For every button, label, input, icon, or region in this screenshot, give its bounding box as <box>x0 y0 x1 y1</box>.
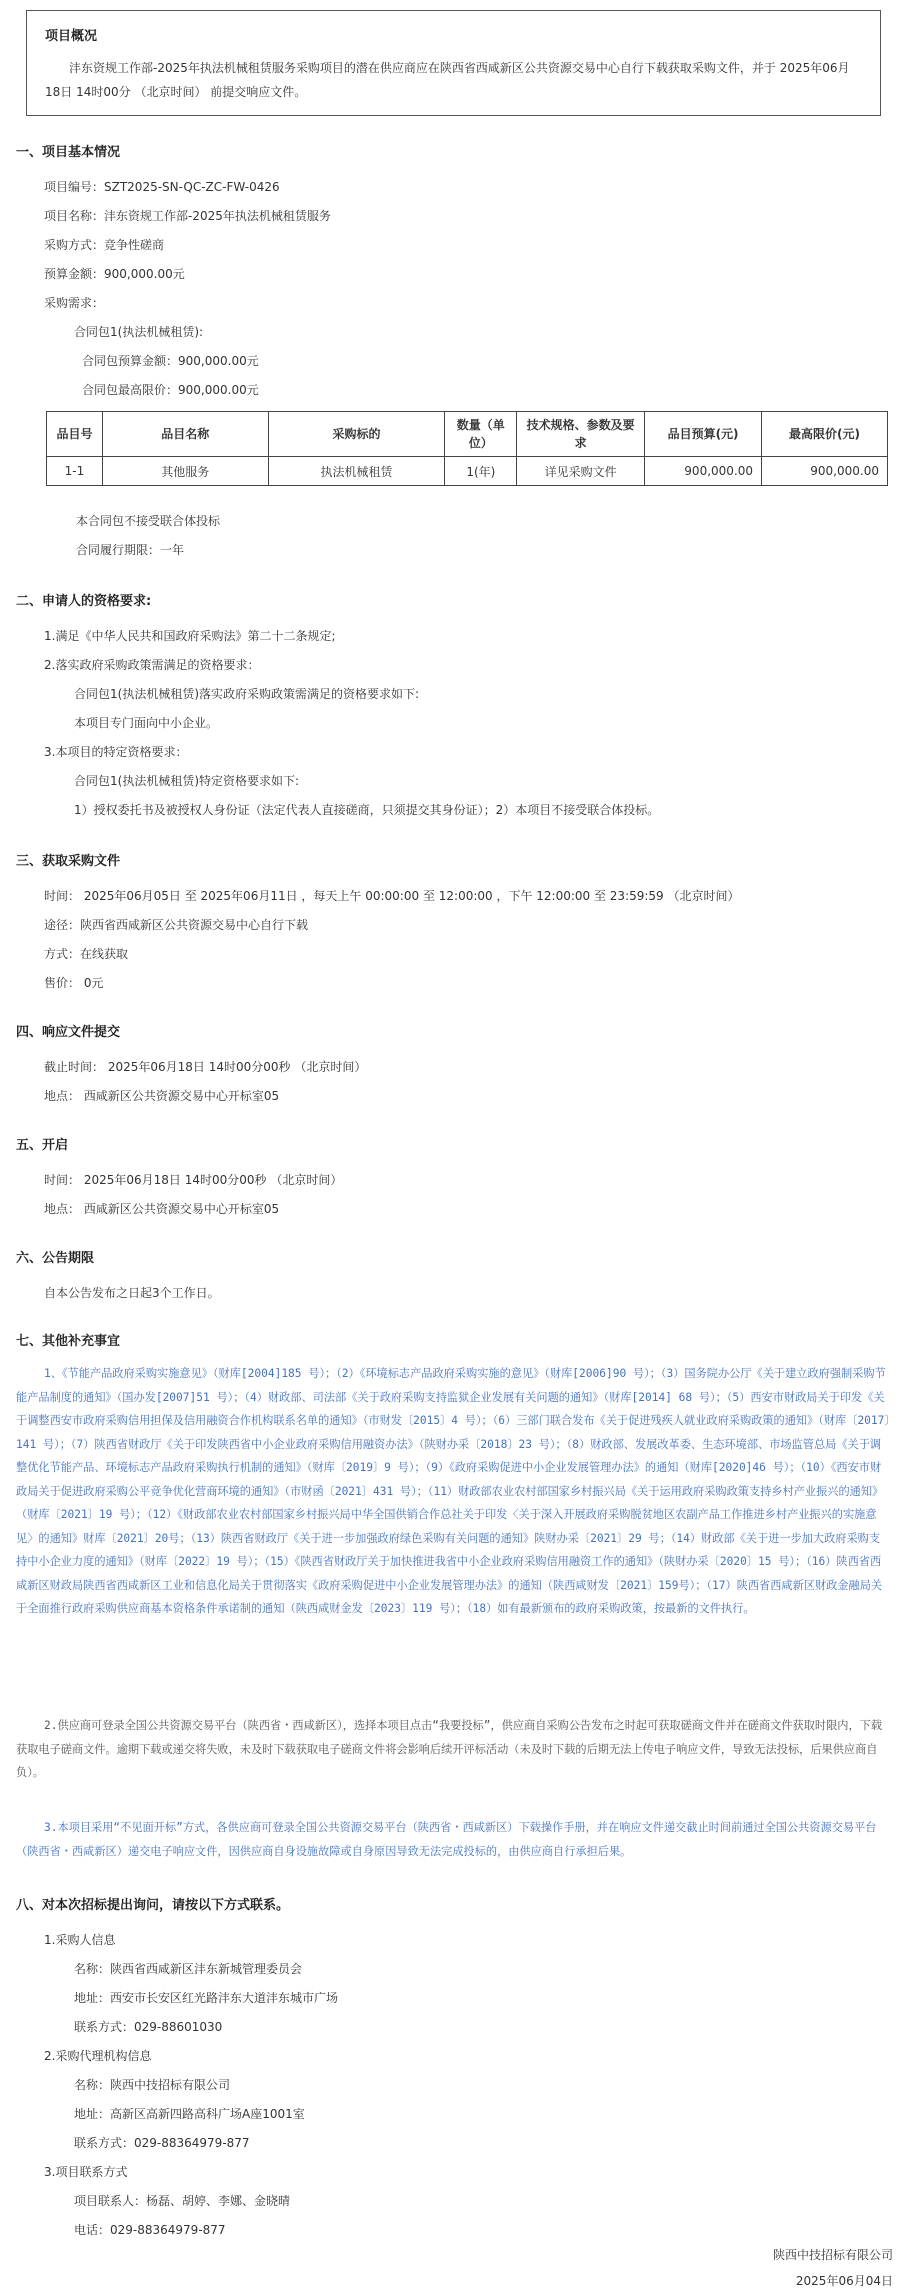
qualification-3-detail: 1）授权委托书及被授权人身份证（法定代表人直接磋商，只须提交其身份证）；2）本项目不接受联合体投标。 <box>74 803 660 817</box>
section-7-title: 七、其他补充事宜 <box>16 1334 121 1349</box>
section-3-title: 三、获取采购文件 <box>16 854 121 869</box>
overview-text: 沣东资规工作部-2025年执法机械租赁服务采购项目的潜在供应商应在陕西省西咸新区公共资源交易中心自行下载获取采购文件，并于 2025年06月18日 14时00分 （北京时间） 前提交响应文件。 <box>45 61 850 99</box>
section-5-title: 五、开启 <box>16 1138 69 1153</box>
header-max-price: 最高限价(元) <box>762 412 888 457</box>
no-consortium: 本合同包不接受联合体投标 <box>76 514 221 528</box>
announcement <box>16 10 893 2288</box>
table-row <box>47 457 888 486</box>
qualification-3-sub: 合同包1(执法机械租赁)特定资格要求如下: <box>74 774 300 788</box>
footer-date: 2025年06月04日 <box>795 2274 893 2288</box>
table-header-row <box>47 412 888 457</box>
submit-place: 地点： 西咸新区公共资源交易中心开标室05 <box>44 1089 280 1103</box>
cell-quantity: 1(年) <box>445 457 517 486</box>
qualification-2: 2.落实政府采购政策需满足的资格要求： <box>44 658 260 672</box>
footer-org: 陕西中技招标有限公司 <box>772 2248 893 2262</box>
notice-period: 自本公告发布之日起3个工作日。 <box>44 1286 220 1300</box>
header-item-no: 品目号 <box>47 412 103 457</box>
overview-title: 项目概况 <box>45 29 98 44</box>
acquire-mode: 方式：在线获取 <box>44 947 129 961</box>
contact-head: 3.项目联系方式 <box>44 2165 128 2179</box>
policy-list: 1、《节能产品政府采购实施意见》（财库[2004]185 号）；（2）《环境标志产品政府采购实施的意见》（财库[2006]90 号）；（3）国务院办公厅《关于建立政府强制采购节能产品制度的通知》（国办发[2007]51 号）；（4）财政部、司法部《关于政府采购支持监狱企业发展有关问题的通知》（财库[2014] 68 号）；（5）西安市财政局关于印发《关于调整西安市政府采购信用担保及信用融资合作机构联系名单的通知》（市财发〔2015〕4 号）；（6）三部门联合发布《关于促进残疾人就业政府采购政策的通知》（财库〔2017〕141 号）；（7）陕西省财政厅《关于印发陕西省中小企业政府采购信用融资办法》（陕财办采〔2018〕23 号）；（8）财政部、发展改革委、生态环境部、市场监管总局《关于调整优化节能产品、环境标志产品政府采购执行机制的通知》（财库〔2019〕9 号）；（9）《政府采购促进中小企业发展管理办法》的通知（财库[2020]46 号）；（10）《西安市财政局关于促进政府采购公平竞争优化营商环境的通知》（市财函〔2021〕431 号）；（11）财政部农业农村部国家乡村振兴局《关于运用政府采购政策支持乡村产业振兴的通知》（财库〔2021〕19 号）；（12）《财政部农业农村部国家乡村振兴局中华全国供销合作总社关于印发〈关于深入开展政府采购脱贫地区农副产品工作推进乡村产业振兴的实施意见〉的通知》财库〔2021〕20号；（13）陕西省财政厅《关于进一步加强政府绿色采购有关问题的通知》陕财办采〔2021〕29 号；（14）财政部《关于进一步加大政府采购支持中小企业力度的通知》（财库〔2022〕19 号）；（15）《陕西省财政厅关于加快推进我省中小企业政府采购信用融资工作的通知》（陕财办采〔2020〕15 号）；（16）陕西省西咸新区财政局陕西省西咸新区工业和信息化局关于贯彻落实《政府采购促进中小企业发展管理办法》的通知（陕西咸财发〔2021〕159号）；（17）陕西省西咸新区财政金融局关于全面推行政府采购供应商基本资格条件承诺制的通知（陕西咸财金发〔2023〕119 号）；（18）如有最新颁布的政府采购政策，按最新的文件执行。 <box>16 1367 890 1615</box>
supplement-2: 2.供应商可登录全国公共资源交易平台（陕西省・西咸新区），选择本项目点击“我要投标”，供应商自采购公告发布之时起可获取磋商文件并在磋商文件获取时限内，下载获取电子磋商文件。逾期下载或递交将失败，未及时下载获取电子磋商文件将会影响后续开评标活动（未及时下载的后期无法上传电子响应文件，导致无法投标，后果供应商自负）。 <box>16 1719 883 1779</box>
qualification-2-detail: 本项目专门面向中小企业。 <box>74 716 219 730</box>
acquire-price: 售价： 0元 <box>44 976 104 990</box>
cell-budget: 900,000.00 <box>645 457 762 486</box>
package-name: 合同包1(执法机械租赁): <box>74 325 204 339</box>
acquire-channel: 途径：陕西省西咸新区公共资源交易中心自行下载 <box>44 918 309 932</box>
agent-address: 地址：高新区高新四路高科广场A座1001室 <box>74 2107 305 2121</box>
section-2-title: 二、申请人的资格要求: <box>16 594 152 609</box>
opening-place: 地点： 西咸新区公共资源交易中心开标室05 <box>44 1202 280 1216</box>
package-max-price: 合同包最高限价：900,000.00元 <box>82 383 259 397</box>
project-no: 项目编号：SZT2025-SN-QC-ZC-FW-0426 <box>44 180 280 194</box>
section-4-title: 四、响应文件提交 <box>16 1025 121 1040</box>
contract-period: 合同履行期限：一年 <box>76 543 185 557</box>
cell-target: 执法机械租赁 <box>268 457 445 486</box>
buyer-phone: 联系方式：029-88601030 <box>74 2020 223 2034</box>
qualification-3: 3.本项目的特定资格要求： <box>44 745 188 759</box>
submit-deadline: 截止时间： 2025年06月18日 14时00分00秒 （北京时间） <box>44 1060 367 1074</box>
header-budget: 品目预算(元) <box>645 412 762 457</box>
section-8-title: 八、对本次招标提出询问，请按以下方式联系。 <box>16 1898 290 1913</box>
project-name: 项目名称：沣东资规工作部-2025年执法机械租赁服务 <box>44 209 331 223</box>
header-quantity: 数量（单位） <box>445 412 517 457</box>
agent-head: 2.采购代理机构信息 <box>44 2049 152 2063</box>
cell-spec: 详见采购文件 <box>517 457 645 486</box>
header-item-name: 品目名称 <box>102 412 268 457</box>
purchase-method: 采购方式：竞争性磋商 <box>44 238 165 252</box>
header-spec: 技术规格、参数及要求 <box>517 412 645 457</box>
buyer-address: 地址：西安市长安区红光路沣东大道沣东城市广场 <box>74 1991 339 2005</box>
qualification-2-sub: 合同包1(执法机械租赁)落实政府采购政策需满足的资格要求如下: <box>74 687 420 701</box>
section-1-title: 一、项目基本情况 <box>16 145 121 160</box>
buyer-name: 名称：陕西省西咸新区沣东新城管理委员会 <box>74 1962 303 1976</box>
demand: 采购需求： <box>44 296 105 310</box>
qualification-1: 1.满足《中华人民共和国政府采购法》第二十二条规定; <box>44 629 336 643</box>
acquire-time: 时间： 2025年06月05日 至 2025年06月11日 ，每天上午 00:00:00 至 12:00:00 ，下午 12:00:00 至 23:59:59 （北京时间） <box>44 889 740 903</box>
section-6-title: 六、公告期限 <box>16 1251 95 1266</box>
cell-item-name: 其他服务 <box>102 457 268 486</box>
buyer-head: 1.采购人信息 <box>44 1933 116 1947</box>
cell-item-no: 1-1 <box>47 457 103 486</box>
supplement-3: 3.本项目采用“不见面开标”方式，各供应商可登录全国公共资源交易平台（陕西省・西咸新区）下载操作手册，并在响应文件递交截止时间前通过全国公共资源交易平台（陕西省・西咸新区）递交电子响应文件，因供应商自身设施故障或自身原因导致无法完成投标的，由供应商自行承担后果。 <box>16 1821 877 1858</box>
cell-max-price: 900,000.00 <box>762 457 888 486</box>
agent-phone: 联系方式：029-88364979-877 <box>74 2136 250 2150</box>
contact-people: 项目联系人：杨磊、胡婷、李娜、金晓晴 <box>74 2194 291 2208</box>
contact-phone: 电话：029-88364979-877 <box>74 2223 226 2237</box>
header-target: 采购标的 <box>268 412 445 457</box>
opening-time: 时间： 2025年06月18日 14时00分00秒 （北京时间） <box>44 1173 343 1187</box>
items-table <box>46 411 888 486</box>
agent-name: 名称：陕西中技招标有限公司 <box>74 2078 231 2092</box>
overview-box <box>26 10 881 116</box>
budget: 预算金额：900,000.00元 <box>44 267 185 281</box>
package-budget: 合同包预算金额：900,000.00元 <box>82 354 259 368</box>
